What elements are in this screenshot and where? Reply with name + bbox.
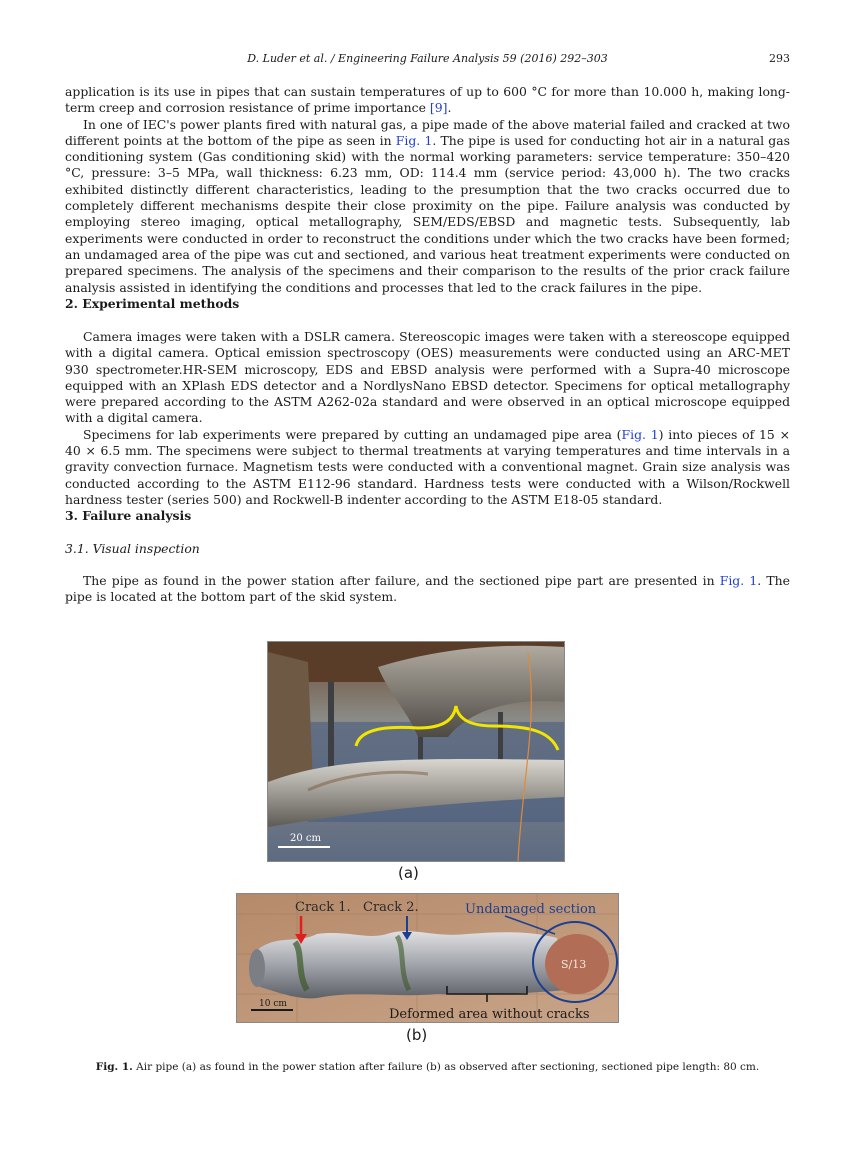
experimental-paragraph-2: Specimens for lab experiments were prepared by cutting an undamaged pipe area (Fig. 1) into pieces of 15 × 40 × 6.5 mm. The specimens were subject to thermal treatments at varying temperatures and time intervals in a gravity convection furnace. Magnetism tests were conducted with a conventional magnet. Grain size analysis was conducted according to the ASTM E112-96 standard. Hardness tests were conducted with a Wilson/Rockwell hardness tester (series 500) and Rockwell-B indenter according to the ASTM E18-05 standard. [65,426,790,507]
section-heading-failure: 3. Failure analysis [65,508,192,523]
caption-text: Air pipe (a) as found in the power station after failure (b) as observed after sectioning, sectioned pipe length: 80 cm. [132,1061,760,1073]
caption-label: Fig. 1. [95,1061,133,1073]
intro-block [65,84,790,296]
fig1-link[interactable]: Fig. 1 [621,426,659,442]
experimental-paragraph-1: Camera images were taken with a DSLR camera. Stereoscopic images were taken with a stereoscope equipped with a digital camera. Optical emission spectroscopy (OES) measurements were conducted using an ARC-MET 930 spectrometer.HR-SEM microscopy, EDS and EBSD analysis were performed with a Supra-40 microscope equipped with an XPlash EDS detector and a NordlysNano EBSD detector. Specimens for optical metallography were prepared according to the ASTM A262-02a standard and were observed in an optical microscope equipped with a digital camera. [65,329,790,426]
subfigure-label-b: (b) [406,1026,428,1044]
figure-1b-photo [236,893,619,1023]
subfigure-label-a: (a) [398,864,419,882]
figure-1a-photo [267,641,565,862]
pipe-marking: S/13 [561,958,587,971]
running-header [65,52,790,68]
page-number: 293 [769,52,790,65]
section-heading-experimental: 2. Experimental methods [65,296,240,311]
subsection-heading-visual: 3.1. Visual inspection [65,541,200,556]
running-title: D. Luder et al. / Engineering Failure Analysis 59 (2016) 292–303 [247,52,608,65]
pipe-in-station-image [268,642,564,861]
visual-paragraph-1: The pipe as found in the power station after failure, and the sectioned pipe part are presented in Fig. 1. The pipe is located at the bottom part of the skid system. [65,573,790,605]
sectioned-pipe-image [237,894,618,1022]
experimental-block [65,329,790,508]
visual-block [65,573,790,606]
fig1-link[interactable]: Fig. 1 [719,573,758,588]
crack2-label: Crack 2. [363,900,419,915]
intro-paragraph-2: In one of IEC's power plants fired with natural gas, a pipe made of the above material failed and cracked at two different points at the bottom of the pipe as seen in Fig. 1. The pipe is used for conducting hot air in a natural gas conditioning system (Gas conditioning skid) with the normal working parameters: service temperature: 350–420 °C, pressure: 3–5 MPa, wall thickness: 6.23 mm, OD: 114.4 mm (service period: 43,000 h). The two cracks exhibited distinctly different characteristics, leading to the presumption that the two cracks occurred due to completely different mechanisms despite their close proximity on the pipe. Failure analysis was conducted by employing stereo imaging, optical metallography, SEM/EDS/EBSD and magnetic tests. Subsequently, lab experiments were conducted in order to reconstruct the conditions under which the two cracks have been formed; an undamaged area of the pipe was cut and sectioned, and various heat treatment experiments were conducted on prepared specimens. The analysis of the specimens and their comparison to the results of the prior crack failure analysis assisted in identifying the conditions and processes that led to the crack failures in the pipe. [65,116,790,295]
scale-label-10cm: 10 cm [259,999,287,1009]
scale-label-20cm: 20 cm [290,833,321,844]
intro-paragraph-1: application is its use in pipes that can sustain temperatures of up to 600 °C for more than 10.000 h, making long-term creep and corrosion resistance of prime importance [9]. [65,84,790,116]
undamaged-section-label: Undamaged section [465,902,597,917]
fig1-link[interactable]: Fig. 1 [395,132,433,148]
crack1-label: Crack 1. [295,900,351,915]
ref-link-9[interactable]: [9] [429,100,448,116]
deformed-area-label: Deformed area without cracks [389,1007,590,1022]
figure-caption [65,1061,790,1073]
